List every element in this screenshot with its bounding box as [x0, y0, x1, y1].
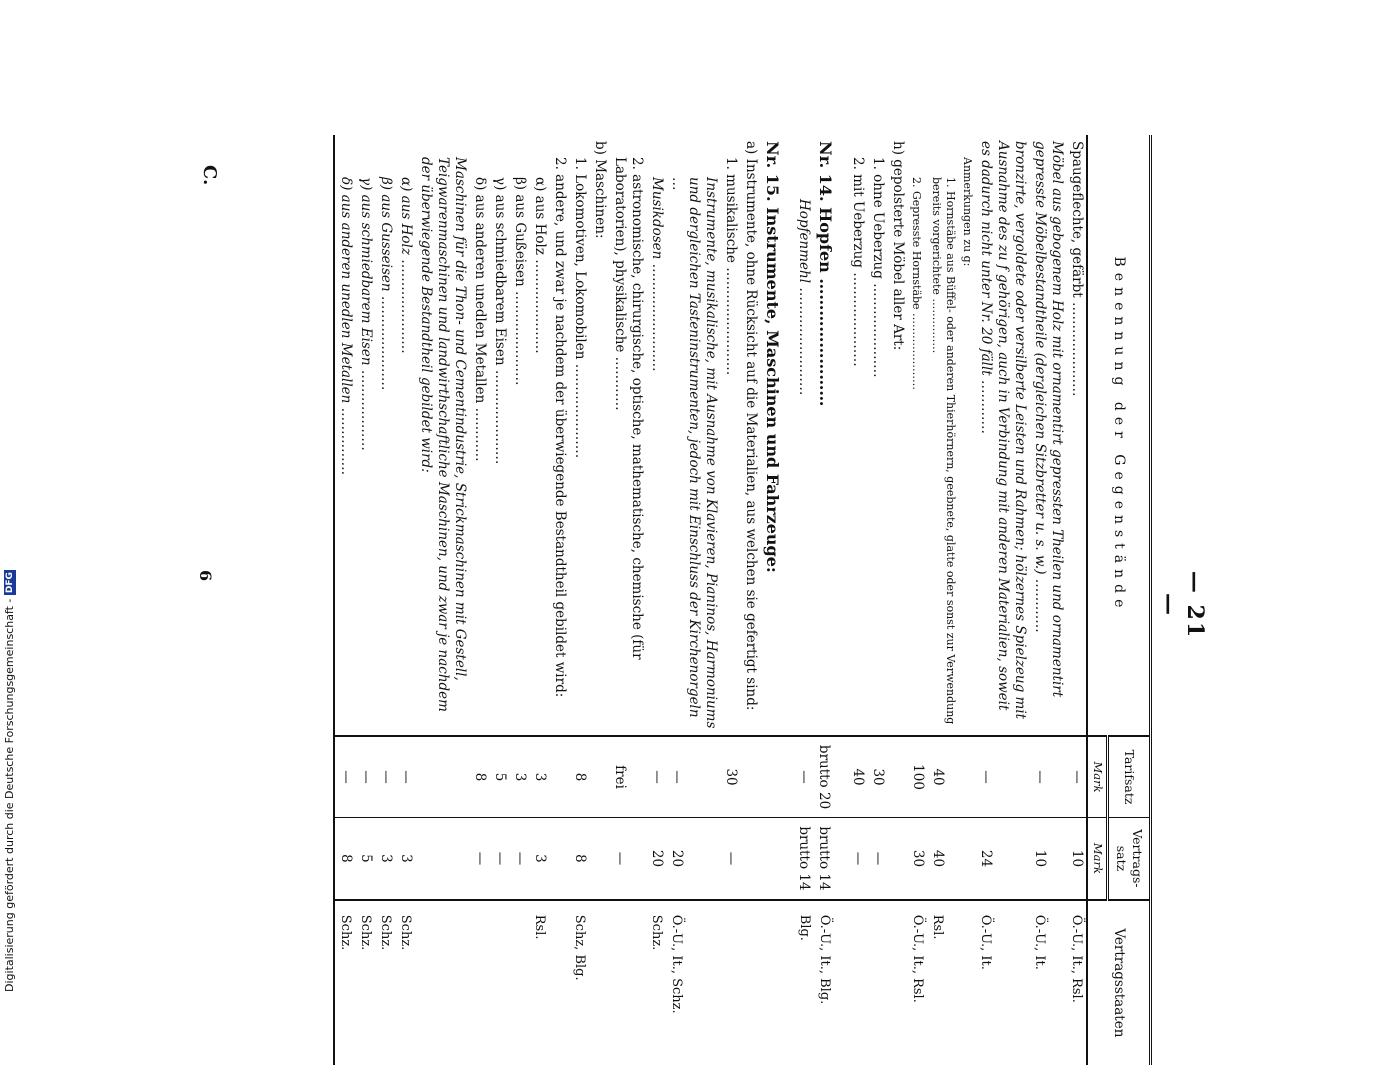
tarif-value [958, 736, 975, 818]
table-row [814, 135, 848, 1065]
item-description: 2. astronomische, chirurgische, optische, mathematische, chemische (für Laboratorien), physikalische ………… [611, 157, 645, 660]
tarif-value: 30 [867, 736, 887, 818]
vertrag-value: — [720, 818, 740, 900]
vertrag-value: 3 [395, 818, 415, 900]
vertragsstaaten-value [720, 900, 740, 1065]
tarif-value: 8 [469, 736, 489, 818]
item-description: α) aus Holz ………………… [397, 177, 414, 354]
table-row [794, 135, 814, 1065]
item-description: bronzirte, vergoldete oder versilberte Leisten und Rahmen; hölzernes Spielzeug mit Ausnahme des zu f gehörigen, auch in Verbindung mit anderen Materialien, soweit es dadurch nicht unter Nr. 20 fällt ………… [977, 141, 1028, 720]
header-vertrag-unit: Mark [1087, 818, 1108, 900]
page-number: — 21 — [1156, 570, 1208, 640]
table-row [529, 135, 549, 1065]
item-description: Instrumente, musikalische, mit Ausnahme von Klavieren, Pianinos, Harmoniums und dergleichen Tasteninstrumenten, jedoch mit Einschluss der Kirchenorgeln … [668, 177, 719, 729]
vertrag-value: 3 [375, 818, 395, 900]
vertrag-value [887, 818, 907, 900]
table-row [609, 135, 646, 1065]
table-row [740, 135, 760, 1065]
vertragsstaaten-value: Schz. [646, 900, 666, 1065]
vertrag-value: 8 [334, 818, 355, 900]
tarif-value: 3 [529, 736, 549, 818]
vertrag-value: 40 [927, 818, 958, 900]
table-row [415, 135, 469, 1065]
vertragsstaaten-value: Ö.-U., It. [975, 900, 1029, 1065]
table-row [334, 135, 355, 1065]
vertragsstaaten-value: Ö.-U., It., Rsl. [1066, 900, 1087, 1065]
dfg-logo: DFG [5, 572, 15, 594]
table-row [958, 135, 975, 1065]
vertragsstaaten-value: Schz, Blg. [569, 900, 589, 1065]
vertragsstaaten-value [509, 900, 529, 1065]
header-tarif-unit: Mark [1087, 736, 1108, 818]
vertragsstaaten-value [469, 900, 489, 1065]
item-description: 1. musikalische …………………… [722, 157, 739, 376]
vertragsstaaten-value [589, 900, 609, 1065]
vertrag-value: — [847, 818, 867, 900]
item-description: b) Maschinen: [591, 141, 608, 239]
table-row [375, 135, 395, 1065]
vertragsstaaten-value: Ö.-U., It., Blg. [814, 900, 848, 1065]
item-description: h) gepolsterte Möbel aller Art: [889, 141, 906, 351]
vertrag-value [760, 818, 794, 900]
vertragsstaaten-value [740, 900, 760, 1065]
item-description: β) aus Gusseisen ………………… [377, 177, 394, 391]
tarif-value: — [794, 736, 814, 818]
item-description: Anmerkungen zu g: [960, 157, 974, 267]
table-row [509, 135, 529, 1065]
table-row [1066, 135, 1087, 1065]
item-description: Hopfenmehl …………………… [796, 199, 813, 396]
tarif-value: — [646, 736, 666, 818]
vertragsstaaten-value: Schz. [395, 900, 415, 1065]
item-description: 1. ohne Ueberzug ………………… [869, 157, 886, 378]
table-row [395, 135, 415, 1065]
vertragsstaaten-value: Blg. [794, 900, 814, 1065]
item-description: γ) aus schmiedbarem Eisen ……………… [357, 177, 374, 451]
header-vertragssatz: Vertrags-satz [1108, 818, 1151, 900]
table-row [927, 135, 958, 1065]
tarif-value: — [395, 736, 415, 818]
vertrag-value: 10 [1029, 818, 1066, 900]
vertrag-value: — [489, 818, 509, 900]
table-row [666, 135, 720, 1065]
vertragsstaaten-value: Rsl. [927, 900, 958, 1065]
item-description: a) Instrumente, ohne Rücksicht auf die Materialien, aus welchen sie gefertigt sind: [742, 141, 759, 711]
tarif-value: brutto 20 [814, 736, 848, 818]
rotated-page-content [90, 85, 1230, 1085]
header-vertragsstaaten: Vertragsstaaten [1087, 900, 1150, 1065]
vertrag-value: brutto 14 [794, 818, 814, 900]
table-row [489, 135, 509, 1065]
vertrag-value: 24 [975, 818, 1029, 900]
vertragsstaaten-value: Ö.-U., It., Rsl. [907, 900, 927, 1065]
header-tarifsatz: Tarifsatz [1108, 736, 1151, 818]
table-row [569, 135, 589, 1065]
vertrag-value: 20 [646, 818, 666, 900]
tarif-value: — [355, 736, 375, 818]
tarif-value [549, 736, 569, 818]
tarif-value: 100 [907, 736, 927, 818]
tarif-value: frei [609, 736, 646, 818]
table-row [646, 135, 666, 1065]
item-description: δ) aus anderen unedlen Metallen …………… [334, 135, 355, 736]
vertragsstaaten-value [609, 900, 646, 1065]
table-row [355, 135, 375, 1065]
table-row [975, 135, 1029, 1065]
tariff-table [333, 135, 1152, 1065]
funding-note: Digitalisierung gefördert durch die Deutsche Forschungsgemeinschaft - [3, 598, 16, 992]
table-row [469, 135, 489, 1065]
tarif-value [589, 736, 609, 818]
tarif-value [740, 736, 760, 818]
vertragsstaaten-value [847, 900, 867, 1065]
vertrag-value: 5 [355, 818, 375, 900]
vertrag-value [415, 818, 469, 900]
header-benennung: Benennung der Gegenstände [1111, 256, 1128, 614]
vertrag-value: brutto 14 [814, 818, 848, 900]
tarif-value: 30 [720, 736, 740, 818]
tarif-value: — [375, 736, 395, 818]
vertrag-value [740, 818, 760, 900]
tarif-value: 8 [569, 736, 589, 818]
vertrag-value: — [509, 818, 529, 900]
item-description: Nr. 15. Instrumente, Maschinen und Fahrzeuge: [762, 141, 782, 573]
table-row [887, 135, 907, 1065]
item-description: δ) aus anderen unedlen Metallen ………… [471, 177, 488, 462]
item-description: 2. andere, und zwar je nachdem der überwiegende Bestandtheil gebildet wird: [551, 157, 568, 698]
table-row [549, 135, 569, 1065]
item-description: Nr. 14. Hopfen …………………… [816, 141, 836, 407]
vertragsstaaten-value [867, 900, 887, 1065]
signature-number: 6 [196, 570, 215, 582]
vertrag-value [589, 818, 609, 900]
item-description: β) aus Gußeisen ………………… [511, 177, 528, 386]
item-description: α) aus Holz ………………… [531, 177, 548, 354]
vertragsstaaten-value: Ö.-U., It., Schz. [666, 900, 720, 1065]
vertragsstaaten-value [489, 900, 509, 1065]
vertrag-value: — [867, 818, 887, 900]
item-description: Möbel aus gebogenem Holz mit ornamentirt gepressten Theilen und ornamentirt gepresste Möbelbestandtheile (dergleichen Sitzbretter u. s. w.) ………… [1031, 141, 1065, 698]
tariff-table-container [102, 135, 1152, 1065]
vertragsstaaten-value: Schz. [355, 900, 375, 1065]
vertrag-value: 20 [666, 818, 720, 900]
vertragsstaaten-value [415, 900, 469, 1065]
item-description: Maschinen für die Thon- und Cementindustrie, Strickmaschinen mit Gestell, Teigwarenmaschinen und landwirthschaftliche Maschinen, und zwar je nachdem der überwiegende Bestandtheil gebildet wird: [417, 157, 468, 712]
table-row [867, 135, 887, 1065]
vertragsstaaten-value: Ö.-U., It. [1029, 900, 1066, 1065]
tarif-value: 40 [927, 736, 958, 818]
table-row [760, 135, 794, 1065]
vertragsstaaten-value [549, 900, 569, 1065]
table-row [847, 135, 867, 1065]
tarif-value: 5 [489, 736, 509, 818]
item-description: Spaugeflechte, gefärbt ………………… [1068, 141, 1085, 397]
vertragsstaaten-value [887, 900, 907, 1065]
vertragsstaaten-value: Rsl. [529, 900, 549, 1065]
table-row [589, 135, 609, 1065]
tarif-value: 3 [509, 736, 529, 818]
tarif-value: — [975, 736, 1029, 818]
vertragsstaaten-value [958, 900, 975, 1065]
vertragsstaaten-value: Schz. [334, 900, 355, 1065]
table-body [334, 135, 1087, 1065]
vertragsstaaten-value [760, 900, 794, 1065]
tarif-value: — [1066, 736, 1087, 818]
vertrag-value: 10 [1066, 818, 1087, 900]
vertrag-value [549, 818, 569, 900]
item-description: 2. Gepresste Hornstäbe ………………… [909, 177, 923, 391]
tarif-value [760, 736, 794, 818]
item-description: 1. Hornstäbe aus Büffel- oder anderen Thierhörnern, geebnete, glatte oder sonst zur Verwendung bereits vorgerichtete …………… [929, 177, 957, 725]
tarif-value [887, 736, 907, 818]
tarif-value: — [1029, 736, 1066, 818]
item-description: γ) aus schmiedbarem Eisen ………………… [491, 177, 508, 465]
vertrag-value: — [609, 818, 646, 900]
tarif-value: 40 [847, 736, 867, 818]
vertrag-value: 3 [529, 818, 549, 900]
table-header-row [1108, 135, 1151, 1065]
vertrag-value [958, 818, 975, 900]
table-row [1029, 135, 1066, 1065]
tarif-value: — [666, 736, 720, 818]
tarif-value: — [334, 736, 355, 818]
vertrag-value: — [469, 818, 489, 900]
item-description: 1. Lokomotiven, Lokomobilen ………………… [571, 157, 588, 459]
table-row [720, 135, 740, 1065]
tarif-value [415, 736, 469, 818]
vertragsstaaten-value: Schz. [375, 900, 395, 1065]
item-description: 2. mit Ueberzug ………………… [849, 157, 866, 367]
vertrag-value: 8 [569, 818, 589, 900]
table-row [907, 135, 927, 1065]
digitization-footer-text [3, 572, 16, 992]
digitization-footer [0, 0, 22, 1000]
vertrag-value: 30 [907, 818, 927, 900]
item-description: Musikdosen …………………… [648, 177, 665, 372]
section-letter: C. [199, 165, 220, 186]
